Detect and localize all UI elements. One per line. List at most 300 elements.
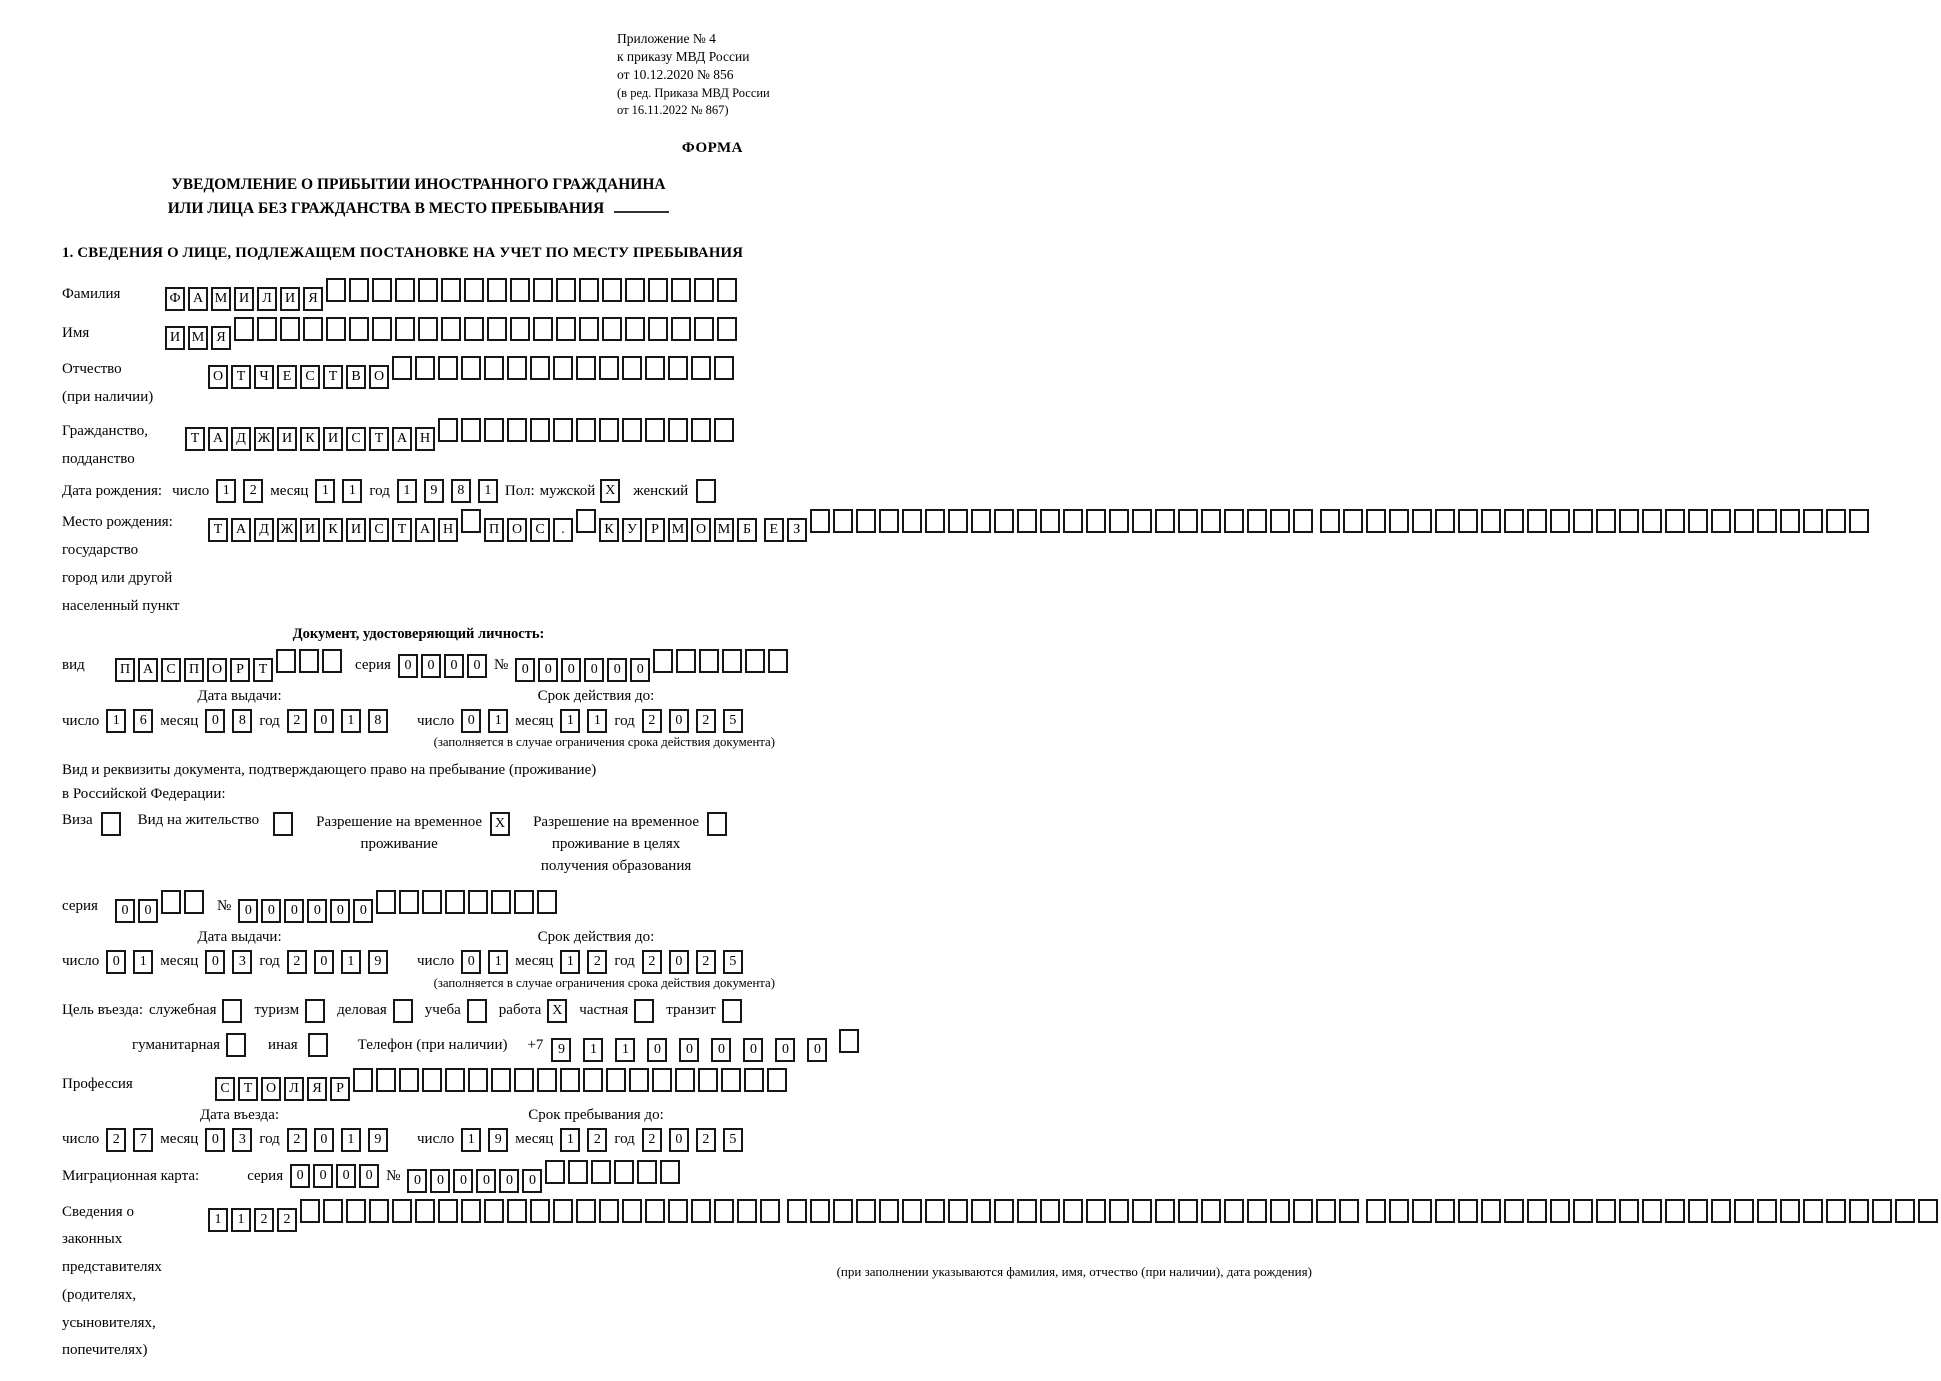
char-cell[interactable] [510, 278, 530, 302]
char-cell[interactable] [464, 278, 484, 302]
char-cell[interactable] [1803, 1199, 1823, 1223]
char-cell[interactable]: 5 [723, 709, 743, 733]
char-cell[interactable]: 2 [277, 1208, 297, 1232]
char-cell[interactable]: К [300, 427, 320, 451]
char-cell[interactable]: 2 [106, 1128, 126, 1152]
char-cell[interactable] [1389, 1199, 1409, 1223]
char-cell[interactable] [744, 1068, 764, 1092]
char-cell[interactable]: 0 [205, 950, 225, 974]
char-cell[interactable] [1017, 1199, 1037, 1223]
char-cell[interactable] [1711, 1199, 1731, 1223]
char-cell[interactable]: 0 [538, 658, 558, 682]
char-cell[interactable] [1527, 509, 1547, 533]
char-cell[interactable]: 1 [341, 950, 361, 974]
char-cell[interactable] [576, 356, 596, 380]
char-cell[interactable] [1389, 509, 1409, 533]
char-cell[interactable] [323, 1199, 343, 1223]
char-cell[interactable] [1247, 509, 1267, 533]
char-cell[interactable] [622, 418, 642, 442]
char-cell[interactable] [1412, 1199, 1432, 1223]
char-cell[interactable] [438, 1199, 458, 1223]
char-cell[interactable] [1063, 509, 1083, 533]
char-cell[interactable]: 1 [216, 479, 236, 503]
char-cell[interactable] [1780, 509, 1800, 533]
char-cell[interactable] [1527, 1199, 1547, 1223]
char-cell[interactable] [652, 1068, 672, 1092]
char-cell[interactable]: 2 [642, 709, 662, 733]
char-cell[interactable]: Т [392, 518, 412, 542]
char-cell[interactable]: М [188, 326, 208, 350]
char-cell[interactable] [1757, 509, 1777, 533]
char-cell[interactable]: Ж [277, 518, 297, 542]
char-cell[interactable] [675, 1068, 695, 1092]
char-cell[interactable] [422, 1068, 442, 1092]
char-cell[interactable]: 0 [584, 658, 604, 682]
char-cell[interactable]: 1 [461, 1128, 481, 1152]
char-cell[interactable] [257, 317, 277, 341]
char-cell[interactable] [879, 1199, 899, 1223]
char-cell[interactable]: О [208, 365, 228, 389]
female-checkbox[interactable] [696, 479, 716, 503]
char-cell[interactable] [487, 317, 507, 341]
char-cell[interactable]: Р [645, 518, 665, 542]
char-cell[interactable]: 2 [287, 709, 307, 733]
char-cell[interactable] [349, 278, 369, 302]
char-cell[interactable] [787, 1199, 807, 1223]
char-cell[interactable]: 1 [560, 950, 580, 974]
char-cell[interactable] [768, 649, 788, 673]
char-cell[interactable]: 0 [461, 709, 481, 733]
char-cell[interactable] [1596, 1199, 1616, 1223]
char-cell[interactable] [1201, 1199, 1221, 1223]
char-cell[interactable]: 2 [587, 1128, 607, 1152]
char-cell[interactable] [1109, 509, 1129, 533]
char-cell[interactable] [372, 278, 392, 302]
purpose-work-checkbox[interactable]: X [547, 999, 567, 1023]
rvp-education-checkbox[interactable] [707, 812, 727, 836]
char-cell[interactable]: 0 [679, 1038, 699, 1062]
char-cell[interactable]: Т [208, 518, 228, 542]
char-cell[interactable]: 0 [407, 1169, 427, 1193]
char-cell[interactable] [622, 1199, 642, 1223]
char-cell[interactable] [418, 317, 438, 341]
char-cell[interactable]: О [691, 518, 711, 542]
char-cell[interactable] [576, 1199, 596, 1223]
char-cell[interactable] [1849, 509, 1869, 533]
char-cell[interactable] [445, 890, 465, 914]
char-cell[interactable] [856, 509, 876, 533]
char-cell[interactable]: 1 [560, 1128, 580, 1152]
char-cell[interactable]: 0 [353, 899, 373, 923]
char-cell[interactable] [879, 509, 899, 533]
char-cell[interactable]: 8 [368, 709, 388, 733]
char-cell[interactable]: 5 [723, 950, 743, 974]
char-cell[interactable]: 8 [232, 709, 252, 733]
char-cell[interactable] [698, 1068, 718, 1092]
char-cell[interactable]: 0 [807, 1038, 827, 1062]
char-cell[interactable] [299, 649, 319, 673]
char-cell[interactable] [545, 1160, 565, 1184]
char-cell[interactable]: 9 [368, 1128, 388, 1152]
char-cell[interactable] [553, 356, 573, 380]
char-cell[interactable] [441, 317, 461, 341]
char-cell[interactable] [1293, 1199, 1313, 1223]
char-cell[interactable] [1803, 509, 1823, 533]
char-cell[interactable]: 1 [208, 1208, 228, 1232]
char-cell[interactable] [971, 1199, 991, 1223]
char-cell[interactable] [1366, 509, 1386, 533]
char-cell[interactable]: А [231, 518, 251, 542]
char-cell[interactable] [856, 1199, 876, 1223]
char-cell[interactable]: 0 [313, 1164, 333, 1188]
char-cell[interactable]: Т [253, 658, 273, 682]
char-cell[interactable] [1435, 509, 1455, 533]
char-cell[interactable] [1619, 509, 1639, 533]
char-cell[interactable]: 9 [368, 950, 388, 974]
char-cell[interactable]: 0 [607, 658, 627, 682]
char-cell[interactable]: Н [438, 518, 458, 542]
char-cell[interactable]: 0 [314, 1128, 334, 1152]
char-cell[interactable] [1872, 1199, 1892, 1223]
char-cell[interactable] [645, 356, 665, 380]
char-cell[interactable] [1178, 1199, 1198, 1223]
char-cell[interactable] [399, 890, 419, 914]
char-cell[interactable]: 0 [261, 899, 281, 923]
char-cell[interactable]: 9 [424, 479, 444, 503]
char-cell[interactable]: 1 [587, 709, 607, 733]
char-cell[interactable] [1573, 1199, 1593, 1223]
char-cell[interactable] [1316, 1199, 1336, 1223]
char-cell[interactable] [839, 1029, 859, 1053]
char-cell[interactable] [625, 278, 645, 302]
char-cell[interactable]: Ч [254, 365, 274, 389]
char-cell[interactable] [346, 1199, 366, 1223]
char-cell[interactable]: А [392, 427, 412, 451]
char-cell[interactable]: 2 [696, 950, 716, 974]
char-cell[interactable]: 9 [488, 1128, 508, 1152]
char-cell[interactable]: И [300, 518, 320, 542]
char-cell[interactable]: Д [254, 518, 274, 542]
char-cell[interactable] [1040, 509, 1060, 533]
char-cell[interactable] [721, 1068, 741, 1092]
char-cell[interactable] [1040, 1199, 1060, 1223]
char-cell[interactable] [971, 509, 991, 533]
char-cell[interactable] [622, 356, 642, 380]
char-cell[interactable]: 1 [488, 709, 508, 733]
char-cell[interactable]: 0 [205, 709, 225, 733]
char-cell[interactable]: Т [238, 1077, 258, 1101]
char-cell[interactable] [648, 317, 668, 341]
char-cell[interactable] [694, 278, 714, 302]
char-cell[interactable]: Я [307, 1077, 327, 1101]
char-cell[interactable] [1665, 509, 1685, 533]
char-cell[interactable] [507, 418, 527, 442]
char-cell[interactable]: М [211, 287, 231, 311]
char-cell[interactable] [671, 317, 691, 341]
char-cell[interactable] [629, 1068, 649, 1092]
char-cell[interactable] [583, 1068, 603, 1092]
char-cell[interactable] [606, 1068, 626, 1092]
char-cell[interactable]: 1 [341, 1128, 361, 1152]
char-cell[interactable]: 0 [669, 950, 689, 974]
char-cell[interactable] [322, 649, 342, 673]
char-cell[interactable]: 7 [133, 1128, 153, 1152]
char-cell[interactable]: А [188, 287, 208, 311]
char-cell[interactable]: 1 [397, 479, 417, 503]
char-cell[interactable]: 1 [315, 479, 335, 503]
char-cell[interactable]: И [234, 287, 254, 311]
purpose-official-checkbox[interactable] [222, 999, 242, 1023]
char-cell[interactable]: 1 [133, 950, 153, 974]
char-cell[interactable] [1573, 509, 1593, 533]
char-cell[interactable] [1293, 509, 1313, 533]
char-cell[interactable]: М [714, 518, 734, 542]
char-cell[interactable] [625, 317, 645, 341]
char-cell[interactable]: Р [330, 1077, 350, 1101]
char-cell[interactable]: Е [277, 365, 297, 389]
char-cell[interactable] [699, 649, 719, 673]
char-cell[interactable]: 0 [359, 1164, 379, 1188]
char-cell[interactable] [694, 317, 714, 341]
char-cell[interactable]: 1 [478, 479, 498, 503]
char-cell[interactable]: А [415, 518, 435, 542]
char-cell[interactable] [438, 418, 458, 442]
purpose-other-checkbox[interactable] [308, 1033, 328, 1057]
char-cell[interactable] [1481, 509, 1501, 533]
char-cell[interactable] [1895, 1199, 1915, 1223]
char-cell[interactable]: 9 [551, 1038, 571, 1062]
char-cell[interactable] [461, 509, 481, 533]
char-cell[interactable]: 0 [330, 899, 350, 923]
char-cell[interactable]: А [138, 658, 158, 682]
char-cell[interactable]: 2 [287, 1128, 307, 1152]
char-cell[interactable] [1711, 509, 1731, 533]
char-cell[interactable] [1826, 509, 1846, 533]
char-cell[interactable]: Т [231, 365, 251, 389]
char-cell[interactable] [1458, 509, 1478, 533]
char-cell[interactable] [415, 1199, 435, 1223]
char-cell[interactable]: 5 [723, 1128, 743, 1152]
char-cell[interactable] [1688, 509, 1708, 533]
char-cell[interactable]: О [369, 365, 389, 389]
char-cell[interactable] [1366, 1199, 1386, 1223]
char-cell[interactable]: 1 [231, 1208, 251, 1232]
char-cell[interactable]: 0 [476, 1169, 496, 1193]
char-cell[interactable]: 2 [642, 950, 662, 974]
char-cell[interactable]: 1 [615, 1038, 635, 1062]
char-cell[interactable]: С [530, 518, 550, 542]
char-cell[interactable] [653, 649, 673, 673]
char-cell[interactable] [399, 1068, 419, 1092]
char-cell[interactable] [484, 1199, 504, 1223]
char-cell[interactable]: 8 [451, 479, 471, 503]
char-cell[interactable]: 1 [583, 1038, 603, 1062]
char-cell[interactable] [392, 1199, 412, 1223]
char-cell[interactable] [1504, 509, 1524, 533]
char-cell[interactable] [745, 649, 765, 673]
char-cell[interactable] [717, 317, 737, 341]
char-cell[interactable]: 0 [284, 899, 304, 923]
char-cell[interactable] [484, 356, 504, 380]
char-cell[interactable] [560, 1068, 580, 1092]
char-cell[interactable]: . [553, 518, 573, 542]
char-cell[interactable] [369, 1199, 389, 1223]
char-cell[interactable] [568, 1160, 588, 1184]
char-cell[interactable] [537, 890, 557, 914]
char-cell[interactable]: 0 [314, 709, 334, 733]
char-cell[interactable] [810, 1199, 830, 1223]
char-cell[interactable] [614, 1160, 634, 1184]
char-cell[interactable] [717, 278, 737, 302]
char-cell[interactable] [1339, 1199, 1359, 1223]
char-cell[interactable]: 0 [743, 1038, 763, 1062]
purpose-business-checkbox[interactable] [393, 999, 413, 1023]
char-cell[interactable] [637, 1160, 657, 1184]
char-cell[interactable] [591, 1160, 611, 1184]
char-cell[interactable] [648, 278, 668, 302]
char-cell[interactable]: 0 [205, 1128, 225, 1152]
char-cell[interactable]: 0 [669, 709, 689, 733]
char-cell[interactable] [691, 1199, 711, 1223]
char-cell[interactable] [925, 509, 945, 533]
char-cell[interactable] [530, 418, 550, 442]
char-cell[interactable] [1642, 1199, 1662, 1223]
char-cell[interactable] [1734, 1199, 1754, 1223]
char-cell[interactable]: 2 [587, 950, 607, 974]
char-cell[interactable] [1109, 1199, 1129, 1223]
char-cell[interactable] [461, 356, 481, 380]
char-cell[interactable]: А [208, 427, 228, 451]
char-cell[interactable] [395, 278, 415, 302]
char-cell[interactable]: 1 [106, 709, 126, 733]
char-cell[interactable] [1435, 1199, 1455, 1223]
char-cell[interactable] [668, 1199, 688, 1223]
char-cell[interactable] [507, 1199, 527, 1223]
char-cell[interactable]: 0 [444, 654, 464, 678]
char-cell[interactable]: 0 [561, 658, 581, 682]
char-cell[interactable]: 2 [254, 1208, 274, 1232]
char-cell[interactable]: П [115, 658, 135, 682]
char-cell[interactable] [1247, 1199, 1267, 1223]
char-cell[interactable]: 1 [488, 950, 508, 974]
char-cell[interactable]: П [484, 518, 504, 542]
char-cell[interactable]: 0 [711, 1038, 731, 1062]
char-cell[interactable] [161, 890, 181, 914]
char-cell[interactable] [491, 1068, 511, 1092]
char-cell[interactable] [537, 1068, 557, 1092]
char-cell[interactable] [1412, 509, 1432, 533]
char-cell[interactable] [676, 649, 696, 673]
char-cell[interactable]: О [261, 1077, 281, 1101]
char-cell[interactable]: 0 [499, 1169, 519, 1193]
rvp-checkbox[interactable]: X [490, 812, 510, 836]
char-cell[interactable] [418, 278, 438, 302]
char-cell[interactable]: 0 [453, 1169, 473, 1193]
char-cell[interactable] [902, 1199, 922, 1223]
char-cell[interactable] [441, 278, 461, 302]
char-cell[interactable] [530, 356, 550, 380]
char-cell[interactable] [533, 317, 553, 341]
char-cell[interactable] [376, 1068, 396, 1092]
residence-permit-checkbox[interactable] [273, 812, 293, 836]
char-cell[interactable] [280, 317, 300, 341]
char-cell[interactable] [1481, 1199, 1501, 1223]
char-cell[interactable]: 0 [336, 1164, 356, 1188]
char-cell[interactable]: Т [369, 427, 389, 451]
char-cell[interactable]: 0 [515, 658, 535, 682]
char-cell[interactable] [576, 509, 596, 533]
char-cell[interactable]: Л [284, 1077, 304, 1101]
char-cell[interactable] [300, 1199, 320, 1223]
char-cell[interactable] [1849, 1199, 1869, 1223]
char-cell[interactable] [1224, 1199, 1244, 1223]
char-cell[interactable]: Ж [254, 427, 274, 451]
char-cell[interactable] [668, 356, 688, 380]
char-cell[interactable] [602, 278, 622, 302]
char-cell[interactable]: 0 [467, 654, 487, 678]
visa-checkbox[interactable] [101, 812, 121, 836]
char-cell[interactable] [660, 1160, 680, 1184]
char-cell[interactable] [1504, 1199, 1524, 1223]
char-cell[interactable]: 0 [290, 1164, 310, 1188]
char-cell[interactable] [1665, 1199, 1685, 1223]
char-cell[interactable]: Б [737, 518, 757, 542]
char-cell[interactable] [1201, 509, 1221, 533]
char-cell[interactable] [1596, 509, 1616, 533]
char-cell[interactable] [1270, 1199, 1290, 1223]
char-cell[interactable] [948, 509, 968, 533]
char-cell[interactable]: С [300, 365, 320, 389]
purpose-private-checkbox[interactable] [634, 999, 654, 1023]
char-cell[interactable] [1086, 1199, 1106, 1223]
char-cell[interactable]: Т [185, 427, 205, 451]
char-cell[interactable]: К [323, 518, 343, 542]
char-cell[interactable] [602, 317, 622, 341]
char-cell[interactable]: 0 [647, 1038, 667, 1062]
char-cell[interactable] [599, 418, 619, 442]
char-cell[interactable] [553, 418, 573, 442]
char-cell[interactable]: С [346, 427, 366, 451]
char-cell[interactable]: 0 [421, 654, 441, 678]
char-cell[interactable] [1918, 1199, 1938, 1223]
char-cell[interactable] [1155, 509, 1175, 533]
char-cell[interactable] [303, 317, 323, 341]
char-cell[interactable] [507, 356, 527, 380]
char-cell[interactable] [510, 317, 530, 341]
char-cell[interactable]: 0 [115, 899, 135, 923]
char-cell[interactable] [714, 356, 734, 380]
char-cell[interactable]: Е [764, 518, 784, 542]
char-cell[interactable]: Д [231, 427, 251, 451]
char-cell[interactable] [276, 649, 296, 673]
char-cell[interactable] [491, 890, 511, 914]
char-cell[interactable] [1642, 509, 1662, 533]
char-cell[interactable] [579, 278, 599, 302]
char-cell[interactable]: 1 [342, 479, 362, 503]
char-cell[interactable] [1224, 509, 1244, 533]
char-cell[interactable] [395, 317, 415, 341]
char-cell[interactable] [691, 356, 711, 380]
char-cell[interactable] [376, 890, 396, 914]
char-cell[interactable]: 3 [232, 1128, 252, 1152]
char-cell[interactable] [645, 1199, 665, 1223]
char-cell[interactable] [1757, 1199, 1777, 1223]
char-cell[interactable] [1619, 1199, 1639, 1223]
char-cell[interactable] [714, 418, 734, 442]
char-cell[interactable] [184, 890, 204, 914]
char-cell[interactable]: 1 [560, 709, 580, 733]
purpose-tourism-checkbox[interactable] [305, 999, 325, 1023]
